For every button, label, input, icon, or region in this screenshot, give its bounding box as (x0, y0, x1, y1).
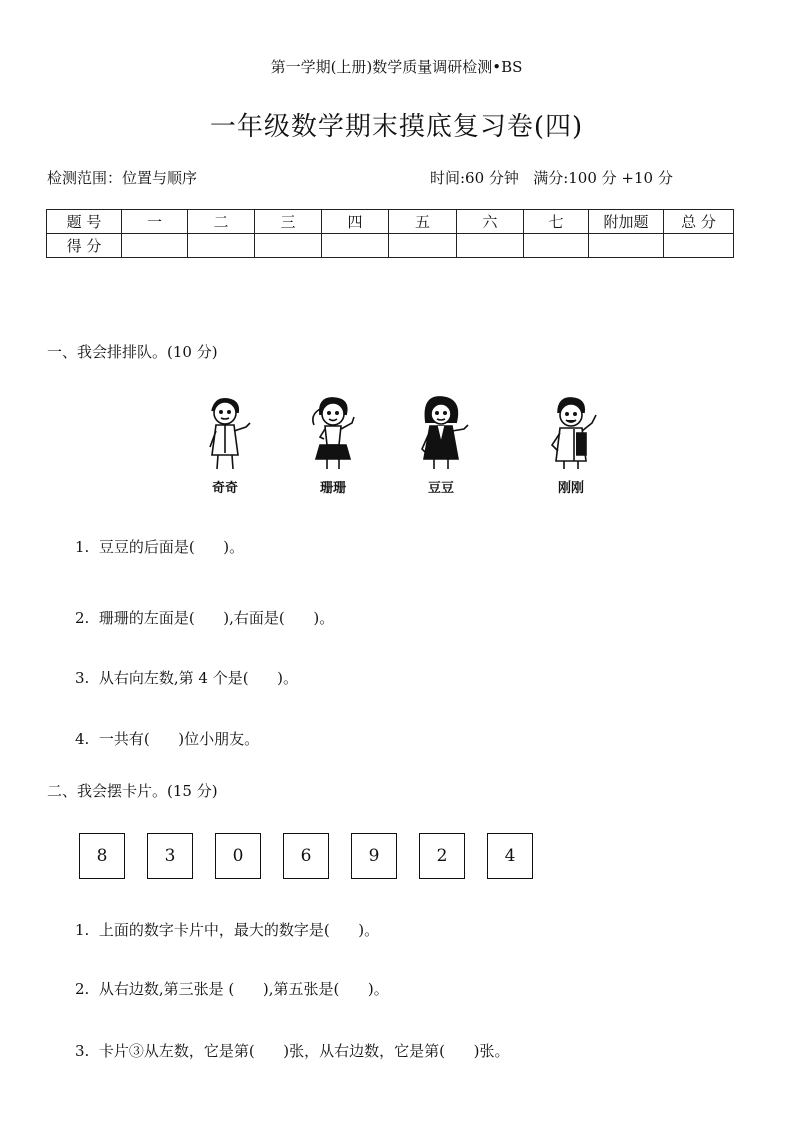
exam-title: 一年级数学期末摸底复习卷(四) (209, 112, 584, 142)
boy-figure-icon (536, 393, 606, 473)
exam-header: 第一学期(上册)数学质量调研检测•BS (270, 58, 523, 76)
table-cell: 总 分 (664, 210, 734, 234)
kid-name-label: 奇奇 (211, 481, 238, 496)
table-cell: 四 (322, 210, 389, 234)
question-2-3[interactable]: 3. 卡片③从左数，它是第( )张，从右边数，它是第( )张。 (75, 1042, 510, 1060)
number-card: 0 (215, 833, 261, 879)
question-1-2[interactable]: 2. 珊珊的左面是( ),右面是( )。 (75, 609, 335, 627)
score-input-cell[interactable] (589, 234, 664, 258)
section-2-title: 二、我会摆卡片。(15 分) (47, 782, 218, 800)
kid-qiqi (190, 393, 260, 503)
kid-ganggang (536, 393, 606, 503)
kid-shanshan (298, 393, 368, 503)
score-input-cell[interactable] (122, 234, 188, 258)
score-table-score-row (47, 234, 734, 258)
kid-name-label: 珊珊 (319, 481, 346, 496)
score-input-cell[interactable] (389, 234, 457, 258)
number-card: 4 (487, 833, 533, 879)
number-card: 2 (419, 833, 465, 879)
score-input-cell[interactable] (188, 234, 255, 258)
question-2-2[interactable]: 2. 从右边数,第三张是 ( ),第五张是( )。 (75, 980, 389, 998)
section-1-title: 一、我会排排队。(10 分) (47, 343, 218, 361)
question-2-1[interactable]: 1. 上面的数字卡片中，最大的数字是( )。 (75, 921, 380, 939)
table-cell: 六 (457, 210, 524, 234)
kid-name-label: 豆豆 (427, 481, 454, 496)
table-cell: 五 (389, 210, 457, 234)
question-1-4[interactable]: 4. 一共有( )位小朋友。 (75, 730, 260, 748)
girl-figure-icon (298, 393, 368, 473)
question-1-1[interactable]: 1. 豆豆的后面是( )。 (75, 538, 245, 556)
kid-name-label: 刚刚 (557, 481, 584, 496)
boy-figure-icon (190, 393, 260, 473)
girl-figure-icon (406, 393, 476, 473)
number-card: 8 (79, 833, 125, 879)
table-cell: 一 (122, 210, 188, 234)
score-table-header-row (47, 210, 734, 234)
number-card: 9 (351, 833, 397, 879)
question-1-3[interactable]: 3. 从右向左数,第 4 个是( )。 (75, 669, 299, 687)
time-and-score: 时间:60 分钟 满分:100 分 +10 分 (430, 169, 673, 187)
score-input-cell[interactable] (255, 234, 322, 258)
score-input-cell[interactable] (457, 234, 524, 258)
number-card: 3 (147, 833, 193, 879)
table-cell: 附加题 (589, 210, 664, 234)
children-illustration (190, 393, 630, 503)
test-range: 检测范围：位置与顺序 (47, 169, 198, 187)
kid-doudou (406, 393, 476, 503)
number-card: 6 (283, 833, 329, 879)
table-cell: 得 分 (47, 234, 122, 258)
table-cell: 七 (524, 210, 589, 234)
score-input-cell[interactable] (524, 234, 589, 258)
table-cell: 三 (255, 210, 322, 234)
score-input-cell[interactable] (664, 234, 734, 258)
table-cell: 题 号 (47, 210, 122, 234)
score-table (46, 209, 734, 258)
score-input-cell[interactable] (322, 234, 389, 258)
table-cell: 二 (188, 210, 255, 234)
